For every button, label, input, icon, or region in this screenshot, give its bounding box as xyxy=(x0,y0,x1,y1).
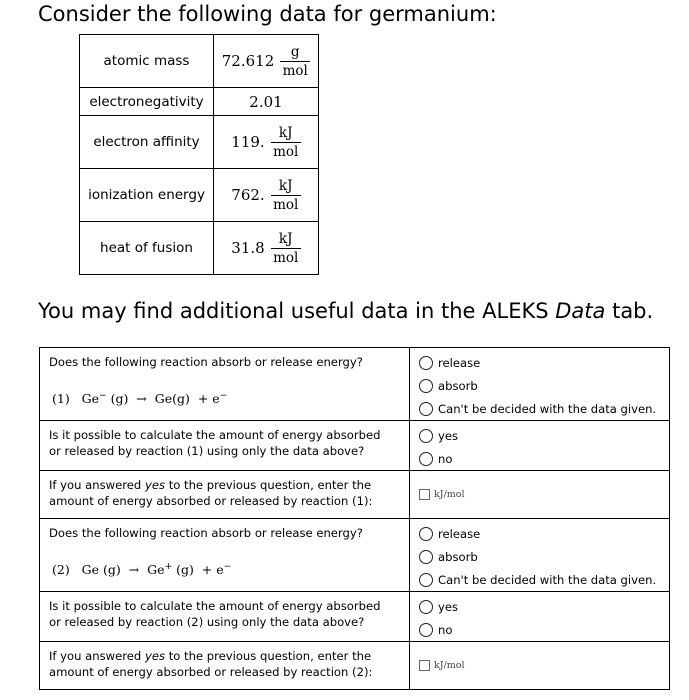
unit-fraction xyxy=(271,178,301,213)
question-text: Does the following reaction absorb or release energy? (1) Ge− (g) → Ge(g) + e− xyxy=(40,348,410,421)
data-row-electron-affinity xyxy=(80,116,319,169)
radio-button[interactable] xyxy=(419,452,433,466)
unit-fraction xyxy=(280,44,310,79)
reaction-equation-2: (2) Ge (g) → Ge+ (g) + e− xyxy=(52,562,232,578)
question-text: If you answered yes to the previous question, enter the amount of energy absorbed or released by reaction (1): xyxy=(40,471,410,519)
page-heading: Consider the following data for germanium: xyxy=(38,2,497,26)
question-text: Does the following reaction absorb or release energy? (2) Ge (g) → Ge+ (g) + e− xyxy=(40,519,410,592)
question-text: Is it possible to calculate the amount of energy absorbed or released by reaction (1) using only the data above? xyxy=(40,421,410,471)
property-value: 2.01 xyxy=(214,88,319,116)
energy-answer-input[interactable] xyxy=(419,489,430,500)
energy-answer-input[interactable] xyxy=(419,660,430,671)
property-value: 119. xyxy=(231,133,265,151)
radio-button[interactable] xyxy=(419,379,433,393)
unit-denominator: mol xyxy=(273,196,299,213)
radio-button[interactable] xyxy=(419,527,433,541)
germanium-data-table xyxy=(79,34,319,275)
radio-button[interactable] xyxy=(419,429,433,443)
unit-denominator: mol xyxy=(282,62,308,79)
option-yes[interactable]: yes xyxy=(419,595,663,618)
question-row xyxy=(40,348,670,421)
question-text: Is it possible to calculate the amount of energy absorbed or released by reaction (2) using only the data above? xyxy=(40,592,410,642)
question-row xyxy=(40,642,670,690)
option-yes[interactable]: yes xyxy=(419,424,663,447)
data-row-heat-of-fusion xyxy=(80,222,319,275)
radio-button[interactable] xyxy=(419,356,433,370)
option-cannot-decide[interactable]: Can't be decided with the data given. xyxy=(419,568,663,591)
data-tab-reference: Data xyxy=(555,299,606,323)
property-value: 762. xyxy=(231,186,265,204)
option-cannot-decide[interactable]: Can't be decided with the data given. xyxy=(419,397,663,420)
answer-options xyxy=(410,592,670,642)
unit-fraction xyxy=(271,125,301,160)
option-no[interactable]: no xyxy=(419,447,663,470)
question-row xyxy=(40,592,670,642)
answer-options xyxy=(410,421,670,471)
option-no[interactable]: no xyxy=(419,618,663,641)
property-value: 31.8 xyxy=(231,239,265,257)
unit-label: kJ/mol xyxy=(434,489,465,500)
radio-button[interactable] xyxy=(419,402,433,416)
unit-numerator: kJ xyxy=(271,231,301,249)
reaction-equation-1: (1) Ge− (g) → Ge(g) + e− xyxy=(52,391,228,407)
question-row xyxy=(40,471,670,519)
property-label: electron affinity xyxy=(80,116,214,169)
unit-denominator: mol xyxy=(273,143,299,160)
unit-numerator: g xyxy=(280,44,310,62)
property-label: electronegativity xyxy=(80,88,214,116)
unit-label: kJ/mol xyxy=(434,660,465,671)
option-absorb[interactable]: absorb xyxy=(419,545,663,568)
property-label: heat of fusion xyxy=(80,222,214,275)
answer-input-cell xyxy=(410,642,670,690)
answer-options xyxy=(410,519,670,592)
question-row xyxy=(40,519,670,592)
option-release[interactable]: release xyxy=(419,351,663,374)
answer-input-cell xyxy=(410,471,670,519)
question-table xyxy=(39,347,670,690)
unit-numerator: kJ xyxy=(271,125,301,143)
data-row-ionization-energy xyxy=(80,169,319,222)
radio-button[interactable] xyxy=(419,600,433,614)
unit-fraction xyxy=(271,231,301,266)
option-absorb[interactable]: absorb xyxy=(419,374,663,397)
radio-button[interactable] xyxy=(419,623,433,637)
property-label: ionization energy xyxy=(80,169,214,222)
radio-button[interactable] xyxy=(419,550,433,564)
unit-denominator: mol xyxy=(273,249,299,266)
aleks-data-note: You may find additional useful data in the ALEKS Data tab. xyxy=(38,299,654,323)
question-row xyxy=(40,421,670,471)
property-value: 72.612 xyxy=(221,52,275,70)
question-text: If you answered yes to the previous question, enter the amount of energy absorbed or released by reaction (2): xyxy=(40,642,410,690)
property-label: atomic mass xyxy=(80,35,214,88)
unit-numerator: kJ xyxy=(271,178,301,196)
data-row-atomic-mass xyxy=(80,35,319,88)
data-row-electronegativity xyxy=(80,88,319,116)
option-release[interactable]: release xyxy=(419,522,663,545)
answer-options xyxy=(410,348,670,421)
radio-button[interactable] xyxy=(419,573,433,587)
